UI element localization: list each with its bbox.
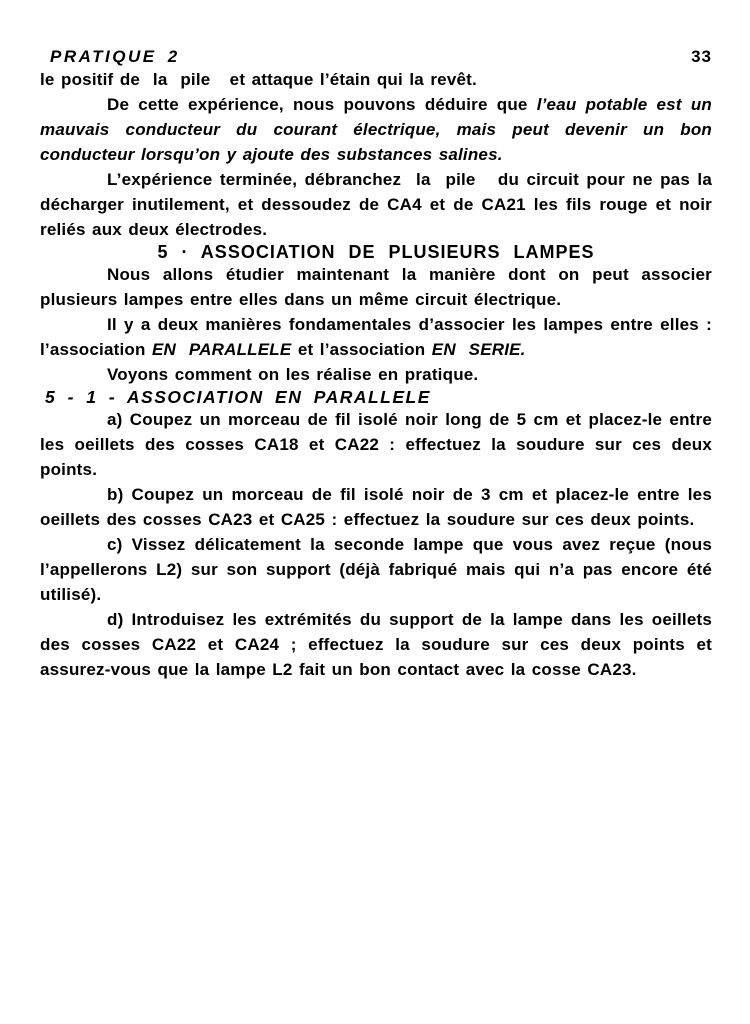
- text-run: De cette expérience, nous pouvons déduire que: [107, 95, 537, 114]
- text-run-emphasis: EN SERIE.: [431, 340, 526, 359]
- paragraph-disconnect-battery: L’expérience terminée, débranchez la pile du circuit pour ne pas la décharger inutilement, et dessoudez de CA4 et de CA21 les fils rouge et noir reliés aux deux électrodes.: [40, 170, 712, 239]
- text-run: et l’association: [291, 340, 432, 359]
- section-heading: 5 · ASSOCIATION DE PLUSIEURS LAMPES: [157, 242, 595, 262]
- paragraph-voyons: Voyons comment on les réalise en pratique.: [107, 365, 479, 384]
- paragraph-continuation: le positif de la pile et attaque l’étain qui la revêt.: [40, 70, 477, 89]
- text-run: Il y a deux manières fondamentales d’associer les lampes entre elles : l’association: [40, 315, 712, 359]
- step-c: c) Vissez délicatement la seconde lampe que vous avez reçue (nous l’appellerons L2) sur son support (déjà fabriqué mais qui n’a pas encore été utilisé).: [40, 535, 712, 604]
- paragraph-deduction: [40, 92, 712, 167]
- paragraph-two-ways: [40, 312, 712, 362]
- step-a: a) Coupez un morceau de fil isolé noir long de 5 cm et placez-le entre les oeillets des cosses CA18 et CA22 : effectuez la soudure sur ces deux points.: [40, 410, 712, 479]
- paragraph-association-intro: Nous allons étudier maintenant la manière dont on peut associer plusieurs lampes entre elles dans un même circuit électrique.: [40, 265, 712, 309]
- page-number: 33: [691, 47, 712, 66]
- text-run-emphasis: l’eau potable est un mauvais conducteur du courant électrique, mais peut devenir un bon conducteur lorsqu’on y ajoute des substances salines.: [40, 95, 712, 164]
- subsection-heading: 5 - 1 - ASSOCIATION EN PARALLELE: [45, 387, 431, 407]
- running-title: PRATIQUE 2: [50, 47, 180, 66]
- step-d: d) Introduisez les extrémités du support de la lampe dans les oeillets des cosses CA22 et CA24 ; effectuez la soudure sur ces deux points et assurez-vous que la lampe L2 fait un bon contact avec la cosse CA23.: [40, 610, 712, 679]
- step-b: b) Coupez un morceau de fil isolé noir de 3 cm et placez-le entre les oeillets des cosses CA23 et CA25 : effectuez la soudure sur ces deux points.: [40, 485, 712, 529]
- text-run-emphasis: EN PARALLELE: [152, 340, 292, 359]
- page-header: [40, 0, 712, 67]
